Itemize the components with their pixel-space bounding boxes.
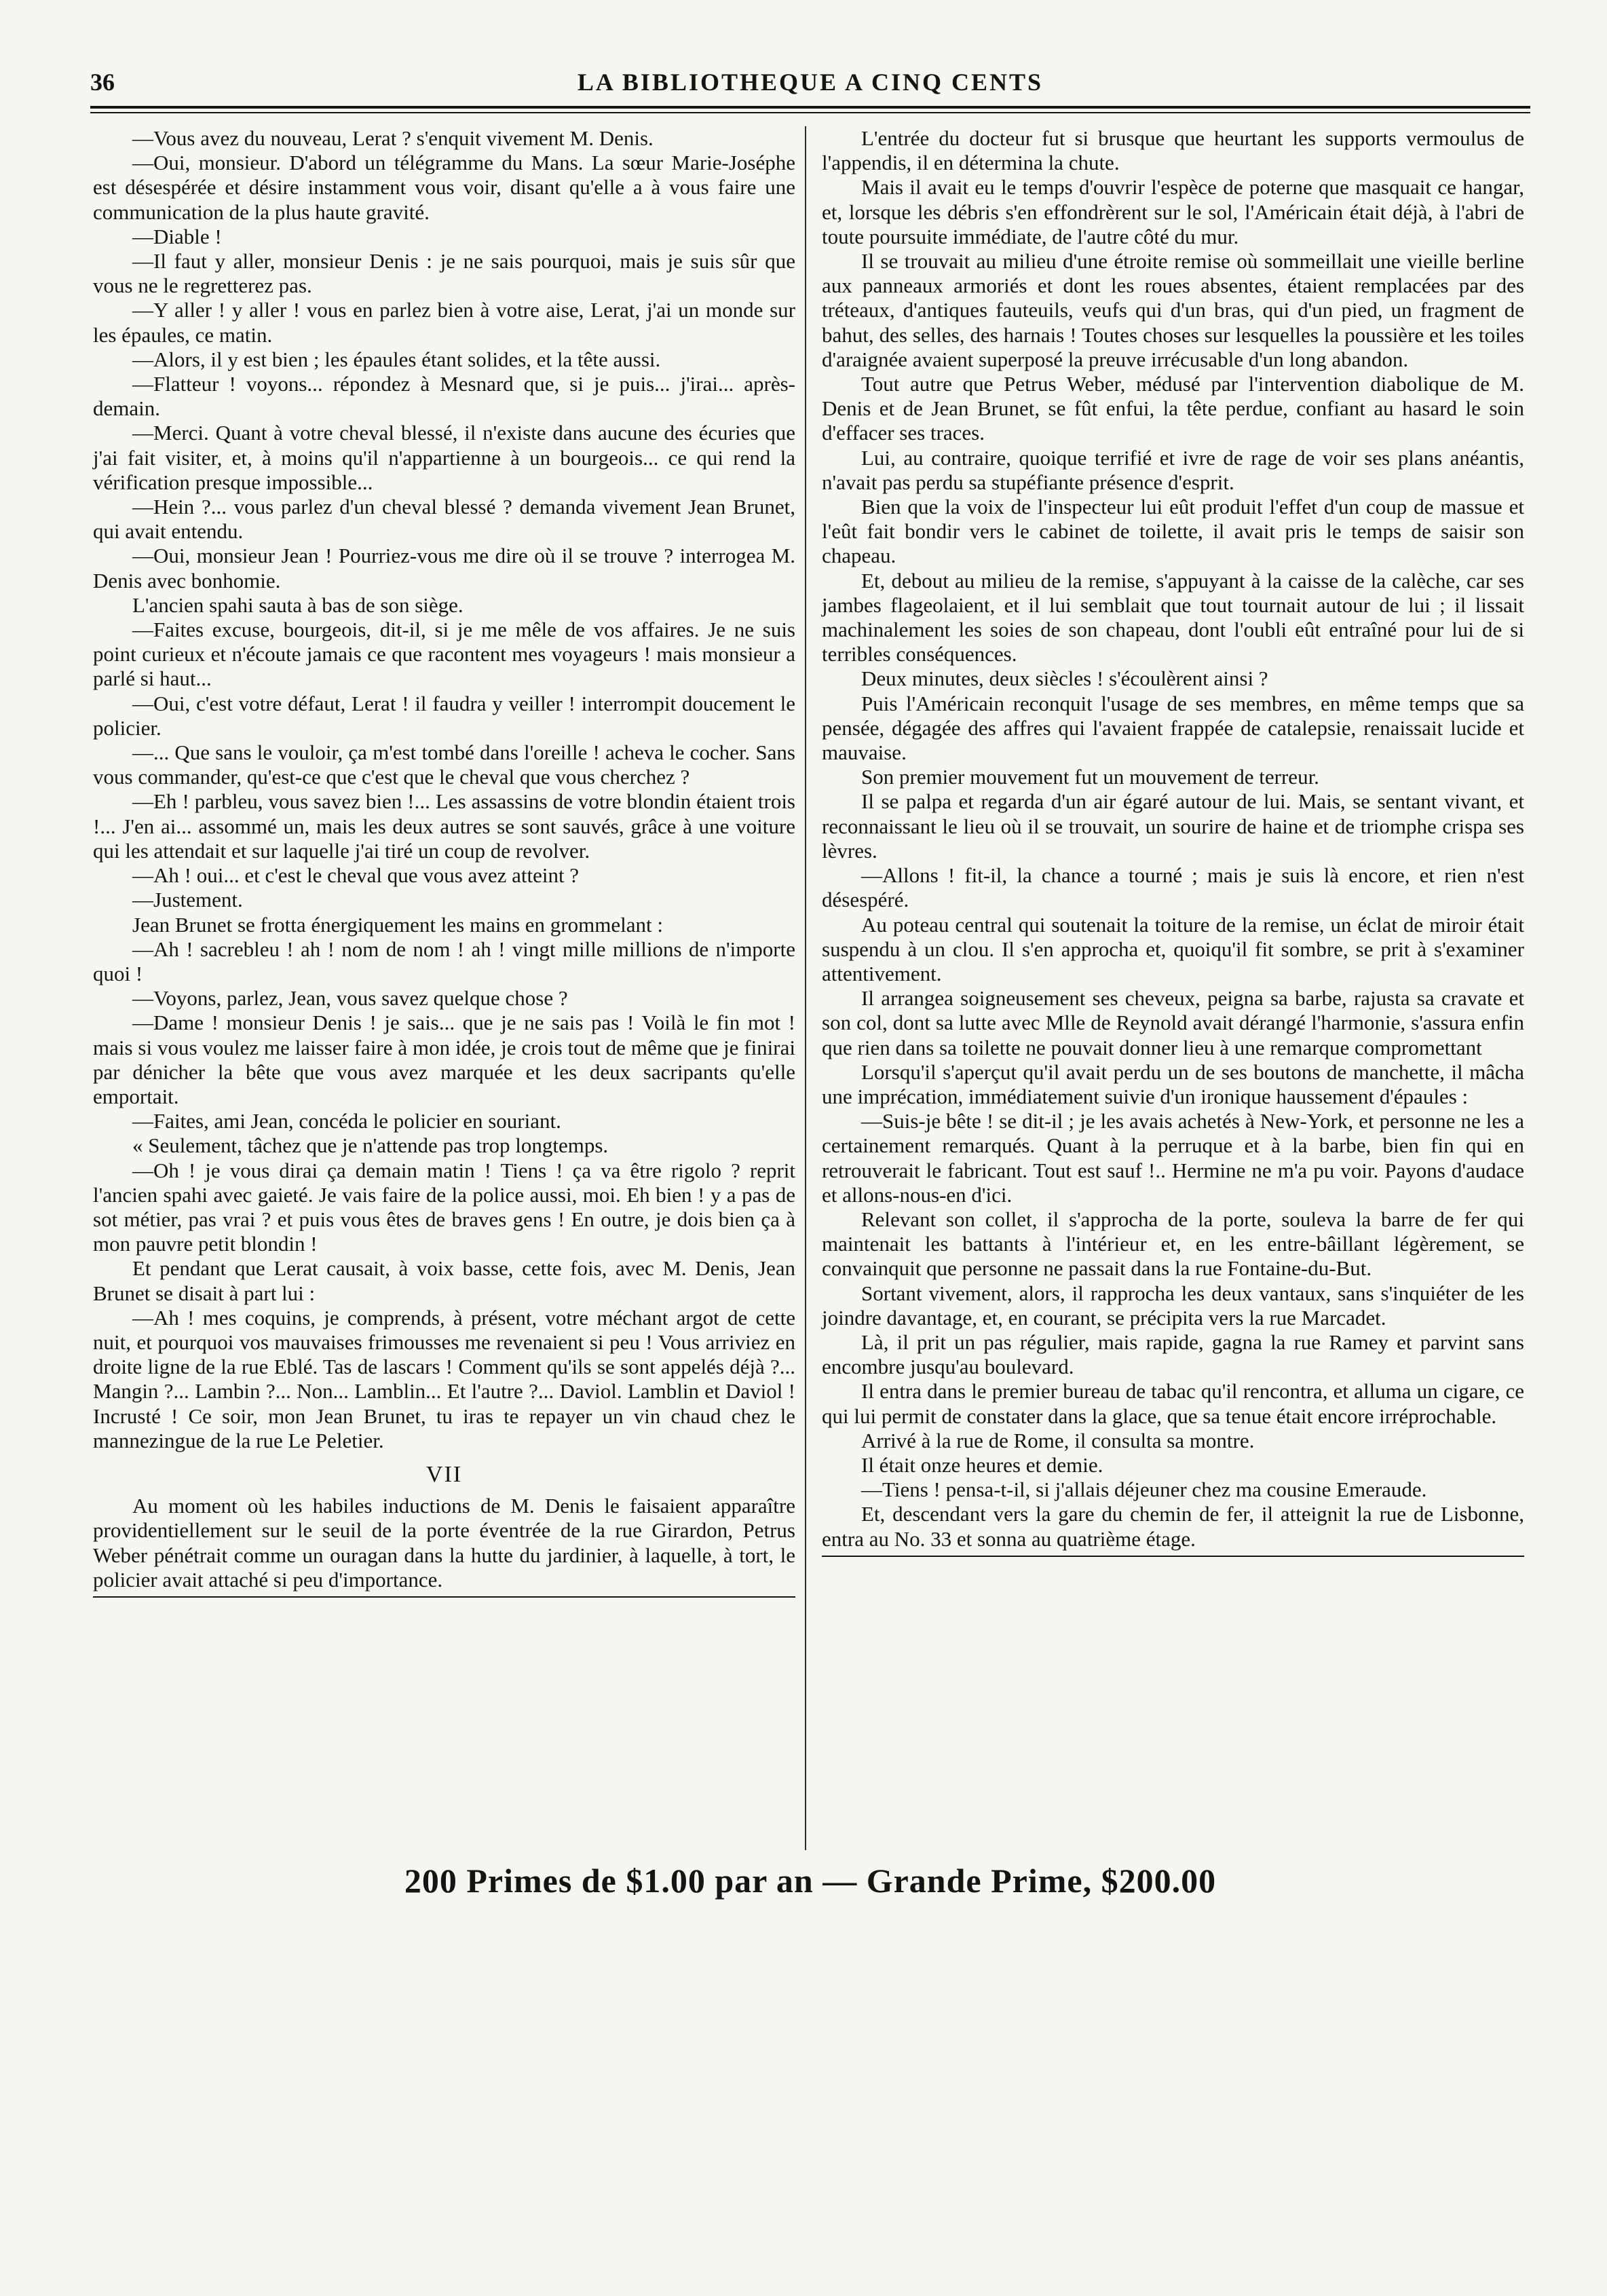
paragraph: —Allons ! fit-il, la chance a tourné ; mais je suis là encore, et rien n'est désespéré. — [822, 863, 1524, 912]
page-header — [90, 62, 1530, 103]
paragraph: —Oh ! je vous dirai ça demain matin ! Tiens ! ça va être rigolo ? reprit l'ancien spahi avec gaieté. Je vais faire de la police aussi, moi. Eh bien ! y a pas de sot métier, pas vrai ? et puis vous êtes de braves gens ! En outre, je dois bien ça à mon pauvre petit blondin ! — [93, 1158, 795, 1256]
column-divider — [805, 126, 806, 1850]
paragraph: Lui, au contraire, quoique terrifié et ivre de rage de voir ses plans anéantis, n'avait pas perdu sa stupéfiante présence d'esprit. — [822, 445, 1524, 494]
paragraph: Son premier mouvement fut un mouvement de terreur. — [861, 765, 1319, 789]
paragraph: Il était onze heures et demie. — [861, 1452, 1103, 1477]
publication-title: LA BIBLIOTHEQUE A CINQ CENTS — [577, 69, 1044, 96]
paragraph: Il se palpa et regarda d'un air égaré autour de lui. Mais, se sentant vivant, et reconnaissant le lieu où il se trouvait, un sourire de haine et de triomphe crispa ses lèvres. — [822, 789, 1524, 863]
paragraph: « Seulement, tâchez que je n'attende pas trop longtemps. — [132, 1133, 609, 1158]
paragraph: Il arrangea soigneusement ses cheveux, peigna sa barbe, rajusta sa cravate et son col, dont sa lutte avec Mlle de Reynold avait dérangé l'harmonie, s'assura enfin que rien dans sa toilette ne pouvait donner lieu à une remarque compromettant — [822, 986, 1524, 1059]
paragraph: Et, debout au milieu de la remise, s'appuyant à la caisse de la calèche, car ses jambes flageolaient, et il lui semblait que tout tournait autour de lui ; il lissait machinalement les soies de son chapeau, dont l'oubli eût entraîné pour lui de si terribles conséquences. — [822, 568, 1524, 666]
paragraph: Il entra dans le premier bureau de tabac qu'il rencontra, et alluma un cigare, ce qui lui permit de constater dans la glace, que sa tenue était encore irréprochable. — [822, 1379, 1524, 1428]
column-end-rule — [822, 1556, 1524, 1557]
left-column-paragraphs — [93, 126, 795, 1453]
paragraph: —Eh ! parbleu, vous savez bien !... Les assassins de votre blondin étaient trois !... J'en ai... assommé un, mais les deux autres se sont sauvés, grâce à une voiture qui les attendait et sur laquelle j'ai tiré un coup de revolver. — [93, 789, 795, 863]
page-number: 36 — [90, 69, 115, 96]
paragraph: Et pendant que Lerat causait, à voix basse, cette fois, avec M. Denis, Jean Brunet se disait à part lui : — [93, 1256, 795, 1305]
paragraph: Deux minutes, deux siècles ! s'écoulèrent ainsi ? — [861, 666, 1268, 691]
paragraph: —Suis-je bête ! se dit-il ; je les avais achetés à New-York, et personne ne les a certainement remarqués. Quant à la perruque et à la barbe, bien fin qui en retrouverait le fabricant. Tout est sauf !.. Hermine ne m'a pu voir. Payons d'audace et allons-nous-en d'ici. — [822, 1109, 1524, 1207]
paragraph: —Il faut y aller, monsieur Denis : je ne sais pourquoi, mais je suis sûr que vous ne le regretterez pas. — [93, 249, 795, 298]
header-rule-thin — [90, 112, 1530, 113]
paragraph: Relevant son collet, il s'approcha de la porte, souleva la barre de fer qui maintenait les battants à l'intérieur et, en les entre-bâillant légèrement, se convainquit que personne ne passait dans la rue Fontaine-du-But. — [822, 1207, 1524, 1281]
paragraph: L'entrée du docteur fut si brusque que heurtant les supports vermoulus de l'appendis, il en détermina la chute. — [822, 126, 1524, 175]
paragraph: —Merci. Quant à votre cheval blessé, il n'existe dans aucune des écuries que j'ai fait visiter, et, à moins qu'il n'appartienne à un bourgeois... ce qui rend la vérification presque impossible... — [93, 421, 795, 494]
paragraph: Arrivé à la rue de Rome, il consulta sa montre. — [861, 1428, 1255, 1452]
paragraph: —Ah ! oui... et c'est le cheval que vous avez atteint ? — [132, 863, 580, 888]
paragraph: Tout autre que Petrus Weber, médusé par l'intervention diabolique de M. Denis et de Jean Brunet, se fût enfui, la tête perdue, confiant au hasard le soin d'effacer ses traces. — [822, 372, 1524, 445]
paragraph: —Voyons, parlez, Jean, vous savez quelque chose ? — [132, 986, 568, 1011]
paragraph: —Dame ! monsieur Denis ! je sais... que je ne sais pas ! Voilà le fin mot ! mais si vous voulez me laisser faire à mon idée, je crois tout de même que je finirai par dénicher la bête que vous avez marquée et les deux sacripants qu'elle emportait. — [93, 1011, 795, 1108]
paragraph: Et, descendant vers la gare du chemin de fer, il atteignit la rue de Lisbonne, entra au No. 33 et sonna au quatrième étage. — [822, 1502, 1524, 1551]
paragraph: Il se trouvait au milieu d'une étroite remise où sommeillait une vieille berline aux panneaux armoriés et dont les roues absentes, étaient remplacées par des tréteaux, d'antiques fauteuils, veufs qui d'un bras, qui d'un pied, un fragment de bahut, des selles, des harnais ! Toutes choses sur lesquelles la poussière et les toiles d'araignée avaient superposé la preuve irrécusable d'un long abandon. — [822, 249, 1524, 371]
paragraph: —Faites excuse, bourgeois, dit-il, si je me mêle de vos affaires. Je ne suis point curieux et n'écoute jamais ce que racontent mes voyageurs ! mais monsieur a parlé si haut... — [93, 618, 795, 691]
footer-advertisement: 200 Primes de $1.00 par an — Grande Prime, $200.00 — [404, 1862, 1217, 1900]
paragraph: —Ah ! mes coquins, je comprends, à présent, votre méchant argot de cette nuit, et pourquoi vos mauvaises frimousses me revenaient si peu ! Vous arriviez en droite ligne de la rue Eblé. Tas de lascars ! Comment qu'ils se sont appelés déjà ?... Mangin ?... Lambin ?... Non... Lamblin... Et l'autre ?... Daviol. Lamblin et Daviol ! Incrusté ! Ce soir, mon Jean Brunet, tu iras te repayer un vin chaud chez le mannezingue de la rue Le Peletier. — [93, 1305, 795, 1452]
paragraph: Au moment où les habiles inductions de M. Denis le faisaient apparaître providentiellement sur le seuil de la porte éventrée de la rue Girardon, Petrus Weber pénétrait comme un ouragan dans la hutte du jardinier, à laquelle, à tort, le policier avait attaché si peu d'importance. — [93, 1494, 795, 1592]
left-column-chapter-paragraphs — [93, 1494, 795, 1592]
paragraph: —Y aller ! y aller ! vous en parlez bien à votre aise, Lerat, j'ai un monde sur les épaules, ce matin. — [93, 298, 795, 347]
paragraph: —Oui, c'est votre défaut, Lerat ! il faudra y veiller ! interrompit doucement le policier. — [93, 691, 795, 740]
paragraph: L'ancien spahi sauta à bas de son siège. — [132, 592, 464, 617]
paragraph: —Justement. — [132, 888, 243, 912]
header-rule-thick — [90, 106, 1530, 109]
paragraph: Jean Brunet se frotta énergiquement les mains en grommelant : — [132, 912, 663, 937]
paragraph: Là, il prit un pas régulier, mais rapide, gagna la rue Ramey et parvint sans encombre jusqu'au boulevard. — [822, 1330, 1524, 1379]
paragraph: —Tiens ! pensa-t-il, si j'allais déjeuner chez ma cousine Emeraude. — [861, 1478, 1427, 1502]
paragraph: —Ah ! sacrebleu ! ah ! nom de nom ! ah ! vingt mille millions de n'importe quoi ! — [93, 937, 795, 985]
paragraph: —Hein ?... vous parlez d'un cheval blessé ? demanda vivement Jean Brunet, qui avait entendu. — [93, 495, 795, 544]
paragraph: Lorsqu'il s'aperçut qu'il avait perdu un de ses boutons de manchette, il mâcha une imprécation, immédiatement suivie d'un ironique haussement d'épaules : — [822, 1059, 1524, 1108]
chapter-heading: VII — [426, 1461, 463, 1487]
paragraph: —Diable ! — [132, 224, 222, 248]
right-column — [822, 126, 1524, 1557]
paragraph: Bien que la voix de l'inspecteur lui eût produit l'effet d'un coup de massue et l'eût fait bondir vers le cabinet de toilette, il avait pris le temps de saisir son chapeau. — [822, 495, 1524, 568]
right-column-paragraphs — [822, 126, 1524, 1551]
paragraph: —Oui, monsieur. D'abord un télégramme du Mans. La sœur Marie-Joséphe est désespérée et désire instamment vous voir, disant qu'elle a à vous faire une communication de la plus haute gravité. — [93, 151, 795, 224]
paragraph: —Oui, monsieur Jean ! Pourriez-vous me dire où il se trouve ? interrogea M. Denis avec bonhomie. — [93, 544, 795, 592]
paragraph: Sortant vivement, alors, il rapprocha les deux vantaux, sans s'inquiéter de les joindre davantage, et, en courant, se précipita vers la rue Marcadet. — [822, 1281, 1524, 1330]
paragraph: —Alors, il y est bien ; les épaules étant solides, et la tête aussi. — [132, 347, 661, 371]
paragraph: Mais il avait eu le temps d'ouvrir l'espèce de poterne que masquait ce hangar, et, lorsque les débris s'en effondrèrent sur le sol, l'Américain était déjà, à l'abri de toute poursuite immédiate, de l'autre côté du mur. — [822, 175, 1524, 248]
paragraph: —Faites, ami Jean, concéda le policier en souriant. — [132, 1109, 561, 1133]
paragraph: Au poteau central qui soutenait la toiture de la remise, un éclat de miroir était suspendu à un clou. Il s'en approcha et, quoiqu'il fit sombre, se prit à s'examiner attentivement. — [822, 912, 1524, 985]
paragraph: —... Que sans le vouloir, ça m'est tombé dans l'oreille ! acheva le cocher. Sans vous commander, qu'est-ce que c'est que le cheval que vous cherchez ? — [93, 740, 795, 789]
paragraph: Puis l'Américain reconquit l'usage de ses membres, en même temps que sa pensée, dégagée des affres qui l'avaient frappée de catalepsie, renaissait lucide et mauvaise. — [822, 691, 1524, 765]
paragraph: —Vous avez du nouveau, Lerat ? s'enquit vivement M. Denis. — [132, 126, 654, 150]
left-column — [93, 126, 795, 1598]
paragraph: —Flatteur ! voyons... répondez à Mesnard que, si je puis... j'irai... après-demain. — [93, 372, 795, 421]
column-end-rule — [93, 1596, 795, 1598]
